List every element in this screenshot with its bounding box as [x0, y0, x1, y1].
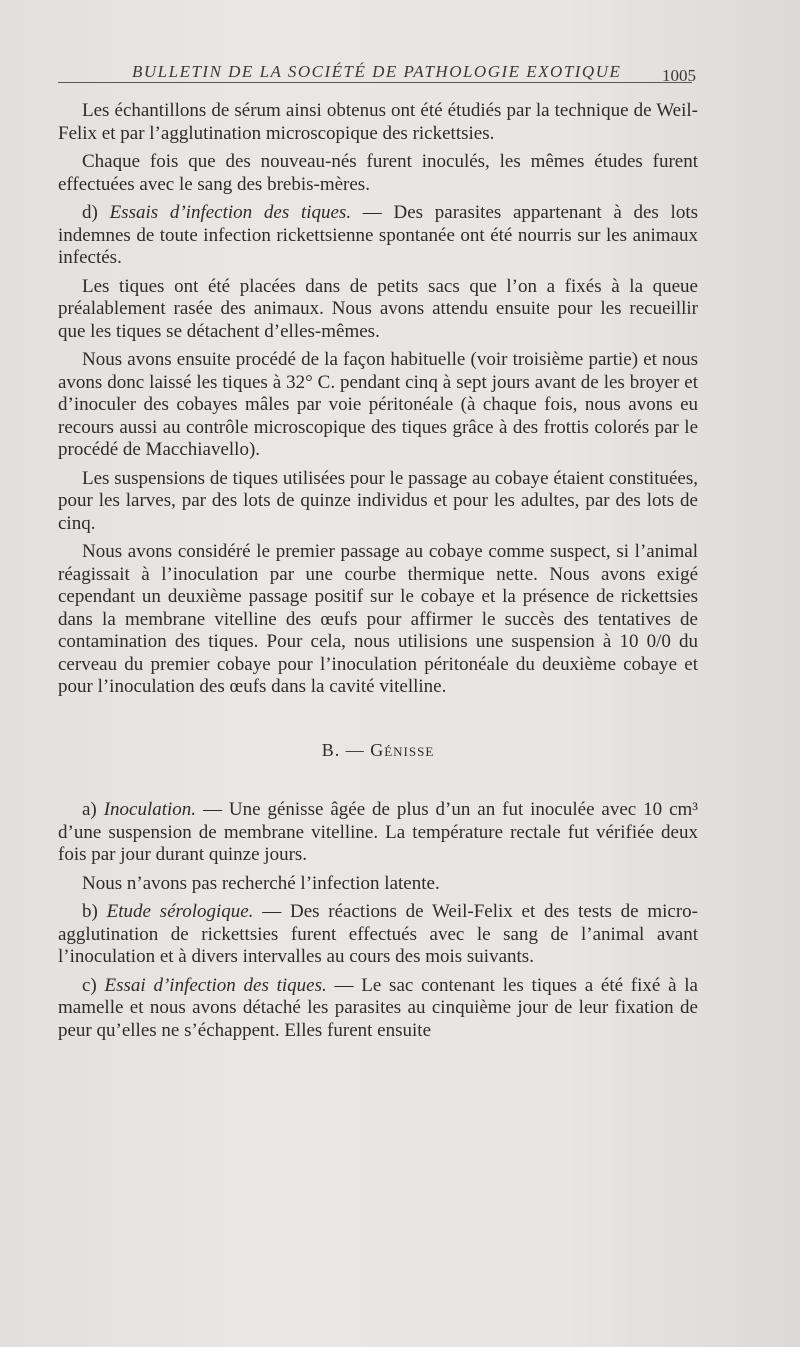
paragraph: Les échantillons de sérum ainsi obtenus ont été étudiés par la technique de Weil-Felix et par l’agglutination microscopique des rickettsies.: [58, 100, 698, 144]
paragraph: a) Inoculation. — Une génisse âgée de plus d’un an fut inoculée avec 10 cm³ d’une suspension de membrane vitelline. La température rectale fut vérifiée deux fois par jour durant quinze jours.: [58, 799, 698, 865]
running-head: BULLETIN DE LA SOCIÉTÉ DE PATHOLOGIE EXOTIQUE: [132, 62, 622, 81]
paragraph: d) Essais d’infection des tiques. — Des parasites appartenant à des lots indemnes de toute infection rickettsienne spontanée ont été nourris sur les animaux infectés.: [58, 202, 698, 268]
paragraph: Nous avons considéré le premier passage au cobaye comme suspect, si l’animal réagissait à l’inoculation par une courbe thermique nette. Nous avons exigé cependant un deuxième passage positif sur le cobaye et la présence de rickettsies dans la membrane vitelline des œufs pour affirmer le succès des tentatives de contamination des tiques. Pour cela, nous utilisions une suspension à 10 0/0 du cerveau du premier cobaye pour l’inoculation péritonéale du deuxième cobaye et pour l’inoculation des œufs dans la cavité vitelline.: [58, 541, 698, 697]
paragraph: b) Etude sérologique. — Des réactions de Weil-Felix et des tests de micro-agglutination de rickettsies furent effectués avec le sang de l’animal avant l’inoculation et à divers intervalles au cours des mois suivants.: [58, 901, 698, 967]
header-rule: [58, 82, 692, 83]
paragraph: c) Essai d’infection des tiques. — Le sac contenant les tiques a été fixé à la mamelle et nous avons détaché les parasites au cinquième jour de leur fixation de peur qu’elles ne s’échappent. Elles furent ensuite: [58, 974, 698, 1041]
paragraph: Nous n’avons pas recherché l’infection latente.: [82, 872, 440, 894]
paragraph-heading: Inoculation.: [103, 799, 197, 820]
paragraph: Nous avons ensuite procédé de la façon habituelle (voir troisième partie) et nous avons donc laissé les tiques à 32° C. pendant cinq à sept jours avant de les broyer et d’inoculer des cobayes mâles par voie péritonéale (à chaque fois, nous avons eu recours aussi au contrôle microscopique des tiques grâce à des frottis colorés par le procédé de Macchiavello).: [58, 349, 698, 460]
body-text: [58, 100, 698, 1048]
section-title: B. — Génisse: [321, 739, 435, 760]
paragraph-heading: Essais d’infection des tiques.: [109, 202, 352, 223]
page-number: 1005: [662, 66, 696, 85]
paragraph-heading: Essai d’infection des tiques.: [104, 974, 327, 996]
paragraph-heading: Etude sérologique.: [106, 901, 254, 922]
paragraph: Chaque fois que des nouveau-nés furent inoculés, les mêmes études furent effectuées avec le sang des brebis-mères.: [58, 151, 698, 195]
page-header: [58, 56, 704, 96]
paragraph: Les suspensions de tiques utilisées pour le passage au cobaye étaient constituées, pour les larves, par des lots de quinze individus et pour les adultes, par des lots de cinq.: [58, 467, 698, 534]
paragraph: Les tiques ont été placées dans de petits sacs que l’on a fixés à la queue préalablement rasée des animaux. Nous avons attendu ensuite pour les recueillir que les tiques se détachent d’elles-mêmes.: [58, 275, 698, 342]
